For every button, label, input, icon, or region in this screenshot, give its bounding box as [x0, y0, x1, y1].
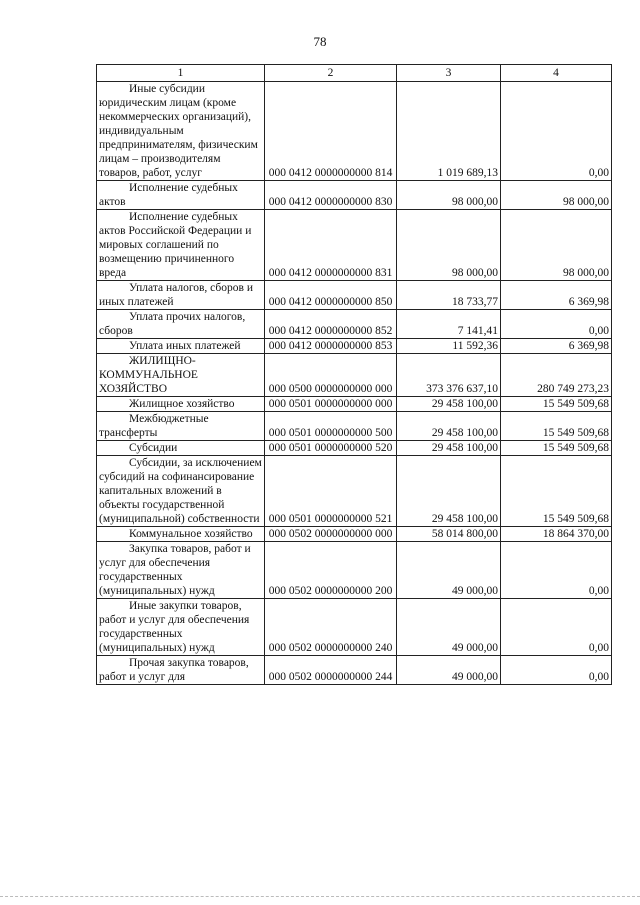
row-amount-planned-cell: 7 141,41: [397, 310, 501, 339]
table-row: [97, 181, 612, 210]
table-row: [97, 354, 612, 397]
table-row: [97, 456, 612, 527]
row-code-cell: 000 0501 0000000000 500: [265, 412, 397, 441]
row-name-cell: Уплата прочих налогов, сборов: [97, 310, 265, 339]
row-amount-executed-cell: 0,00: [501, 656, 612, 685]
row-amount-executed-cell: 6 369,98: [501, 281, 612, 310]
row-amount-executed-cell: 280 749 273,23: [501, 354, 612, 397]
row-amount-planned-cell: 49 000,00: [397, 542, 501, 599]
row-name-cell: Уплата налогов, сборов и иных платежей: [97, 281, 265, 310]
row-amount-executed-cell: 0,00: [501, 310, 612, 339]
table-row: [97, 656, 612, 685]
row-name-cell: Коммунальное хозяйство: [97, 527, 265, 542]
row-amount-planned-cell: 11 592,36: [397, 339, 501, 354]
row-amount-planned-cell: 58 014 800,00: [397, 527, 501, 542]
row-name-cell: Субсидии, за исключением субсидий на софинансирование капитальных вложений в объекты государственной (муниципальной) собственности: [97, 456, 265, 527]
row-code-cell: 000 0412 0000000000 852: [265, 310, 397, 339]
row-amount-executed-cell: 98 000,00: [501, 181, 612, 210]
row-amount-planned-cell: 1 019 689,13: [397, 82, 501, 181]
row-code-cell: 000 0412 0000000000 830: [265, 181, 397, 210]
row-code-cell: 000 0412 0000000000 814: [265, 82, 397, 181]
row-name-cell: Прочая закупка товаров, работ и услуг для: [97, 656, 265, 685]
row-amount-executed-cell: 15 549 509,68: [501, 456, 612, 527]
table-row: [97, 281, 612, 310]
row-amount-executed-cell: 6 369,98: [501, 339, 612, 354]
row-amount-planned-cell: 98 000,00: [397, 210, 501, 281]
row-amount-executed-cell: 15 549 509,68: [501, 441, 612, 456]
row-amount-executed-cell: 0,00: [501, 599, 612, 656]
row-amount-executed-cell: 0,00: [501, 542, 612, 599]
row-amount-planned-cell: 98 000,00: [397, 181, 501, 210]
row-name-cell: Жилищное хозяйство: [97, 397, 265, 412]
row-amount-planned-cell: 373 376 637,10: [397, 354, 501, 397]
row-code-cell: 000 0412 0000000000 850: [265, 281, 397, 310]
table-row: [97, 339, 612, 354]
header-col-1: 1: [97, 65, 265, 82]
row-name-cell: Закупка товаров, работ и услуг для обеспечения государственных (муниципальных) нужд: [97, 542, 265, 599]
table-row: [97, 527, 612, 542]
header-col-4: 4: [501, 65, 612, 82]
table-row: [97, 210, 612, 281]
table-row: [97, 599, 612, 656]
row-code-cell: 000 0502 0000000000 000: [265, 527, 397, 542]
row-name-cell: Межбюджетные трансферты: [97, 412, 265, 441]
row-name-cell: Субсидии: [97, 441, 265, 456]
row-name-cell: Иные закупки товаров, работ и услуг для обеспечения государственных (муниципальных) нужд: [97, 599, 265, 656]
scan-edge-marks: [0, 896, 640, 901]
row-amount-planned-cell: 49 000,00: [397, 599, 501, 656]
row-code-cell: 000 0501 0000000000 520: [265, 441, 397, 456]
table-row: [97, 397, 612, 412]
row-code-cell: 000 0412 0000000000 831: [265, 210, 397, 281]
row-name-cell: Иные субсидии юридическим лицам (кроме некоммерческих организаций), индивидуальным предпринимателям, физическим лицам – производителям товаров, работ, услуг: [97, 82, 265, 181]
row-code-cell: 000 0501 0000000000 521: [265, 456, 397, 527]
table-row: [97, 542, 612, 599]
row-code-cell: 000 0500 0000000000 000: [265, 354, 397, 397]
row-code-cell: 000 0502 0000000000 240: [265, 599, 397, 656]
table-row: [97, 412, 612, 441]
row-amount-executed-cell: 18 864 370,00: [501, 527, 612, 542]
budget-table: [96, 64, 612, 685]
row-amount-planned-cell: 29 458 100,00: [397, 397, 501, 412]
row-code-cell: 000 0502 0000000000 244: [265, 656, 397, 685]
row-amount-executed-cell: 15 549 509,68: [501, 397, 612, 412]
row-amount-executed-cell: 0,00: [501, 82, 612, 181]
table-header: [97, 65, 612, 82]
row-amount-executed-cell: 98 000,00: [501, 210, 612, 281]
row-name-cell: Исполнение судебных актов Российской Федерации и мировых соглашений по возмещению причиненного вреда: [97, 210, 265, 281]
table-body: [97, 82, 612, 685]
table-row: [97, 310, 612, 339]
header-col-2: 2: [265, 65, 397, 82]
row-code-cell: 000 0502 0000000000 200: [265, 542, 397, 599]
row-code-cell: 000 0412 0000000000 853: [265, 339, 397, 354]
row-amount-executed-cell: 15 549 509,68: [501, 412, 612, 441]
row-code-cell: 000 0501 0000000000 000: [265, 397, 397, 412]
page-number: 78: [313, 34, 327, 49]
table-row: [97, 82, 612, 181]
header-row: [97, 65, 612, 82]
row-name-cell: ЖИЛИЩНО-КОММУНАЛЬНОЕ ХОЗЯЙСТВО: [97, 354, 265, 397]
row-amount-planned-cell: 18 733,77: [397, 281, 501, 310]
row-amount-planned-cell: 29 458 100,00: [397, 441, 501, 456]
table-row: [97, 441, 612, 456]
row-name-cell: Исполнение судебных актов: [97, 181, 265, 210]
row-amount-planned-cell: 49 000,00: [397, 656, 501, 685]
row-amount-planned-cell: 29 458 100,00: [397, 412, 501, 441]
header-col-3: 3: [397, 65, 501, 82]
row-name-cell: Уплата иных платежей: [97, 339, 265, 354]
row-amount-planned-cell: 29 458 100,00: [397, 456, 501, 527]
